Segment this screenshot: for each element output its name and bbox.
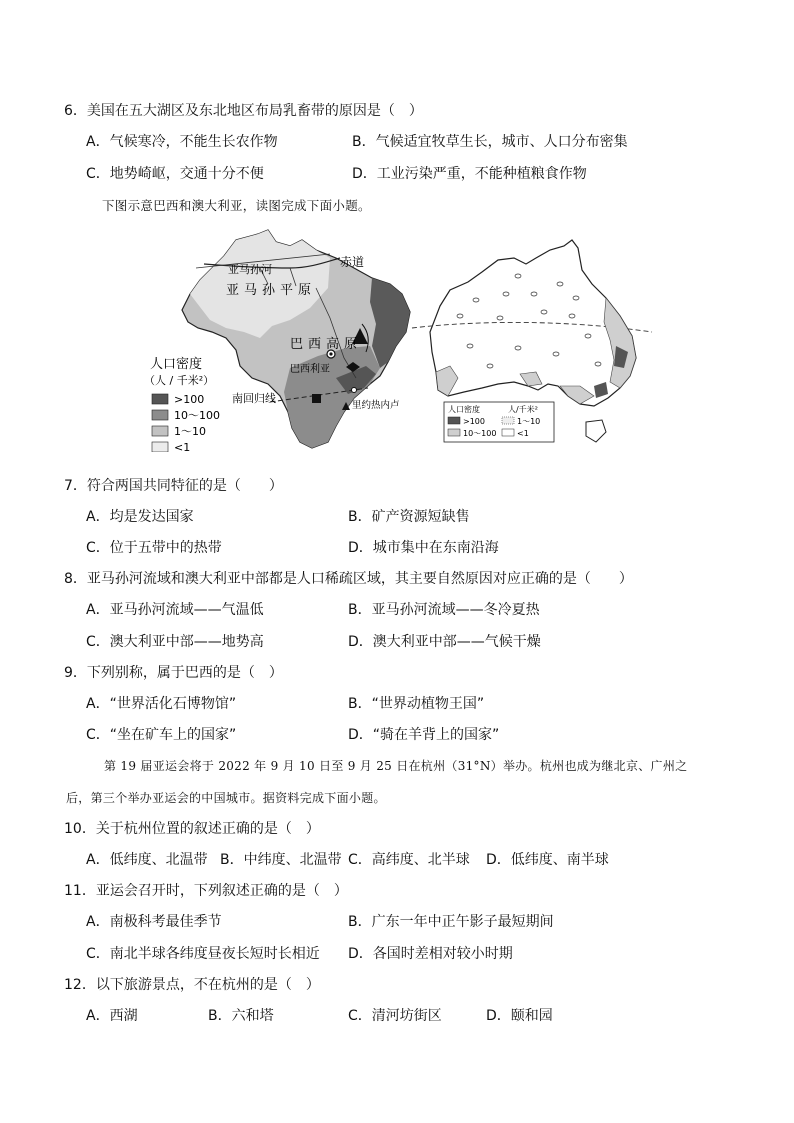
brazil-legend-item-2: 10～100 [174, 409, 220, 422]
brasilia-label: 巴西利亚 [290, 364, 330, 375]
australia-map [410, 236, 660, 450]
brazil-legend-item-4: <1 [174, 441, 191, 452]
q11-option-b: B．广东一年中正午影子最短期间 [348, 914, 554, 930]
q7-option-b: B．矿产资源短缺售 [348, 509, 470, 525]
q12-option-b: B．六和塔 [208, 1008, 274, 1024]
q7-option-a: A．均是发达国家 [86, 509, 194, 525]
australia-legend-item-4: <1 [517, 429, 529, 438]
q6-option-a: A．气候寒冷，不能生长农作物 [86, 134, 278, 150]
square-marker [312, 394, 321, 403]
q10-option-b: B．中纬度、北温带 [220, 852, 342, 868]
q11-stem: 11．亚运会召开时，下列叙述正确的是（ ） [64, 883, 348, 899]
asian-games-intro-line2: 后，第三个举办亚运会的中国城市。据资料完成下面小题。 [66, 791, 386, 805]
brazil-legend-item-1: >100 [174, 393, 205, 406]
q10-stem: 10．关于杭州位置的叙述正确的是（ ） [64, 821, 320, 837]
q6-stem: 6．美国在五大湖区及东北地区布局乳畜带的原因是（ ） [64, 103, 423, 119]
asian-games-intro-line1: 第 19 届亚运会将于 2022 年 9 月 10 日至 9 月 25 日在杭州（31°N）举办。杭州也成为继北京、广州之 [104, 759, 688, 773]
q12-option-a: A．西湖 [86, 1008, 138, 1024]
map-intro: 下图示意巴西和澳大利亚，读图完成下面小题。 [102, 198, 371, 213]
q9-option-a: A．“世界活化石博物馆” [86, 696, 237, 712]
amazon-river-label: 亚马孙河 [228, 263, 272, 276]
q9-stem: 9．下列别称，属于巴西的是（ ） [64, 665, 283, 681]
q10-option-c: C．高纬度、北半球 [348, 852, 470, 868]
q6-option-b: B．气候适宜牧草生长，城市、人口分布密集 [352, 134, 628, 150]
q8-stem: 8．亚马孙河流域和澳大利亚中部都是人口稀疏区域，其主要自然原因对应正确的是（ ） [64, 571, 633, 587]
brazil-plateau-label: 巴西高原 [290, 337, 363, 352]
q7-stem: 7．符合两国共同特征的是（ ） [64, 478, 283, 494]
amazon-plain-label: 亚马孙平原 [226, 283, 317, 298]
q7-option-d: D．城市集中在东南沿海 [348, 540, 499, 556]
australia-legend-item-1: >100 [463, 417, 485, 426]
q8-option-d: D．澳大利亚中部——气候干燥 [348, 634, 541, 650]
q7-option-c: C．位于五带中的热带 [86, 540, 222, 556]
q6-option-c: C．地势崎岖，交通十分不便 [86, 166, 264, 182]
brazil-legend-title: 人口密度 [150, 357, 203, 372]
q12-option-d: D．颐和园 [486, 1008, 553, 1024]
q12-stem: 12．以下旅游景点，不在杭州的是（ ） [64, 977, 320, 993]
equator-label: 赤道 [340, 255, 365, 269]
q12-option-c: C．清河坊街区 [348, 1008, 442, 1024]
q10-option-d: D．低纬度、南半球 [486, 852, 609, 868]
tasmania-outline [586, 420, 606, 442]
australia-legend-item-3: 10～100 [463, 429, 497, 438]
q8-option-b: B．亚马孙河流域——冬冷夏热 [348, 602, 540, 618]
q8-option-a: A．亚马孙河流域——气温低 [86, 602, 264, 618]
q10-option-a: A．低纬度、北温带 [86, 852, 208, 868]
brazil-legend-unit: （人 / 千米²） [144, 374, 215, 387]
q11-option-a: A．南极科考最佳季节 [86, 914, 222, 930]
q11-option-d: D．各国时差相对较小时期 [348, 946, 513, 962]
australia-legend-title: 人口密度 [448, 405, 480, 414]
q11-option-c: C．南北半球各纬度昼夜长短时长相近 [86, 946, 320, 962]
australia-legend-unit: 人/千米² [508, 405, 538, 414]
q9-option-d: D．“骑在羊背上的国家” [348, 727, 500, 743]
q8-option-c: C．澳大利亚中部——地势高 [86, 634, 264, 650]
tropic-label: 南回归线 [232, 392, 276, 405]
brazil-map [140, 228, 420, 452]
rio-label: 里约热内卢 [352, 400, 400, 411]
australia-legend-item-2: 1～10 [517, 417, 541, 426]
q9-option-b: B．“世界动植物王国” [348, 696, 485, 712]
brazil-legend-item-3: 1～10 [174, 425, 206, 438]
q6-option-d: D．工业污染严重，不能种植粮食作物 [352, 166, 587, 182]
q9-option-c: C．“坐在矿车上的国家” [86, 727, 237, 743]
